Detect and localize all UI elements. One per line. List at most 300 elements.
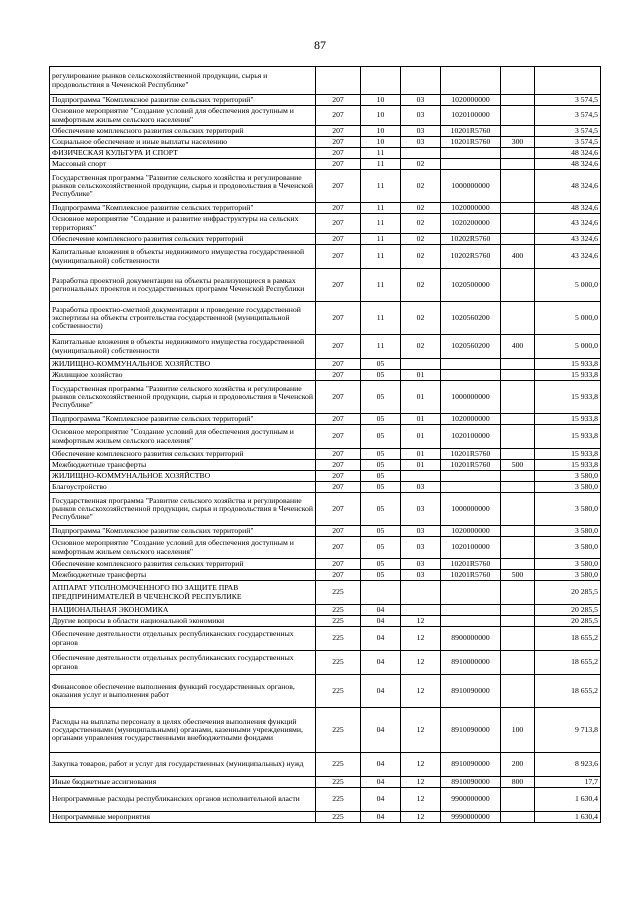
cell-sum: 5 000,0 <box>535 302 601 335</box>
cell-name: Основное мероприятие "Создание условий для обеспечения доступным и комфортным жильем сельского населения" <box>50 425 316 449</box>
cell-pr <box>401 67 441 95</box>
table-row <box>50 559 601 570</box>
cell-name: Расходы на выплаты персоналу в целях обеспечения выполнения функций государственными (муниципальными) органами, казенными учреждениями, органами управления государственными внебюджетными фондами <box>50 708 316 753</box>
cell-name: Капитальные вложения в объекты недвижимого имущества государственной (муниципальной) собственности <box>50 245 316 269</box>
cell-pr: 01 <box>401 381 441 414</box>
cell-pr: 03 <box>401 493 441 526</box>
cell-pr: 02 <box>401 269 441 302</box>
cell-vr <box>501 627 535 651</box>
cell-vr <box>501 302 535 335</box>
cell-name: ЖИЛИЩНО-КОММУНАЛЬНОЕ ХОЗЯЙСТВО <box>50 471 316 482</box>
cell-sum: 3 574,5 <box>535 95 601 106</box>
cell-sum: 1 630,4 <box>535 812 601 823</box>
cell-gr: 207 <box>316 106 361 126</box>
cell-vr: 100 <box>501 708 535 753</box>
cell-cs: 1020200000 <box>441 214 501 234</box>
cell-vr <box>501 370 535 381</box>
cell-sum: 8 923,6 <box>535 753 601 777</box>
cell-vr <box>501 159 535 170</box>
cell-gr: 225 <box>316 627 361 651</box>
cell-pr: 03 <box>401 559 441 570</box>
table-row <box>50 570 601 581</box>
cell-rz: 11 <box>361 245 401 269</box>
cell-name: ФИЗИЧЕСКАЯ КУЛЬТУРА И СПОРТ <box>50 148 316 159</box>
table-row <box>50 203 601 214</box>
cell-gr: 225 <box>316 812 361 823</box>
cell-sum: 15 933,8 <box>535 449 601 460</box>
cell-vr <box>501 234 535 245</box>
cell-name: Государственная программа "Развитие сельского хозяйства и регулирование рынков сельскохозяйственной продукции, сырья и продовольствия в Чеченской Республике" <box>50 493 316 526</box>
cell-pr: 01 <box>401 370 441 381</box>
cell-gr: 207 <box>316 449 361 460</box>
cell-pr: 12 <box>401 708 441 753</box>
cell-pr: 01 <box>401 414 441 425</box>
cell-vr <box>501 170 535 203</box>
cell-gr: 207 <box>316 245 361 269</box>
table-row <box>50 148 601 159</box>
cell-rz: 05 <box>361 414 401 425</box>
cell-gr: 207 <box>316 493 361 526</box>
cell-pr: 12 <box>401 777 441 788</box>
cell-sum: 3 580,0 <box>535 559 601 570</box>
cell-rz: 05 <box>361 537 401 559</box>
cell-name: Подпрограмма "Комплексное развитие сельских территорий" <box>50 95 316 106</box>
cell-name: Подпрограмма "Комплексное развитие сельских территорий" <box>50 414 316 425</box>
cell-name: Основное мероприятие "Создание условий для обеспечения доступным и комфортным жильем сельского населения" <box>50 537 316 559</box>
table-row <box>50 425 601 449</box>
cell-gr: 207 <box>316 269 361 302</box>
cell-rz: 05 <box>361 471 401 482</box>
table-row <box>50 537 601 559</box>
cell-name: Государственная программа "Развитие сельского хозяйства и регулирование рынков сельскохозяйственной продукции, сырья и продовольствия в Чеченской Республике" <box>50 381 316 414</box>
cell-pr: 03 <box>401 106 441 126</box>
cell-vr <box>501 605 535 616</box>
table-row <box>50 708 601 753</box>
cell-rz: 04 <box>361 777 401 788</box>
cell-vr <box>501 359 535 370</box>
table-row <box>50 788 601 812</box>
cell-sum: 20 285,5 <box>535 605 601 616</box>
cell-pr: 01 <box>401 449 441 460</box>
cell-pr: 02 <box>401 214 441 234</box>
cell-name: Благоустройство <box>50 482 316 493</box>
budget-table-body <box>50 67 601 823</box>
cell-cs: 8900000000 <box>441 627 501 651</box>
cell-rz: 05 <box>361 482 401 493</box>
cell-vr <box>501 203 535 214</box>
cell-cs: 1020000000 <box>441 414 501 425</box>
cell-gr: 207 <box>316 359 361 370</box>
cell-vr <box>501 449 535 460</box>
table-row <box>50 335 601 359</box>
cell-gr <box>316 67 361 95</box>
cell-sum: 18 655,2 <box>535 627 601 651</box>
cell-cs: 10201R5760 <box>441 449 501 460</box>
cell-name: Подпрограмма "Комплексное развитие сельских территорий" <box>50 526 316 537</box>
cell-name: Обеспечение комплексного развития сельских территорий <box>50 126 316 137</box>
cell-sum: 18 655,2 <box>535 675 601 708</box>
cell-vr <box>501 537 535 559</box>
cell-vr <box>501 812 535 823</box>
table-row <box>50 581 601 605</box>
cell-rz <box>361 581 401 605</box>
cell-name: Другие вопросы в области национальной экономики <box>50 616 316 627</box>
cell-rz: 10 <box>361 95 401 106</box>
cell-sum: 3 580,0 <box>535 471 601 482</box>
cell-pr <box>401 359 441 370</box>
cell-sum: 15 933,8 <box>535 370 601 381</box>
cell-pr: 02 <box>401 335 441 359</box>
cell-sum: 3 574,5 <box>535 126 601 137</box>
cell-rz: 11 <box>361 302 401 335</box>
cell-gr: 207 <box>316 170 361 203</box>
cell-name: Государственная программа "Развитие сельского хозяйства и регулирование рынков сельскохозяйственной продукции, сырья и продовольствия в Чеченской Республике" <box>50 170 316 203</box>
cell-cs: 10201R5760 <box>441 126 501 137</box>
cell-pr <box>401 605 441 616</box>
table-row <box>50 616 601 627</box>
cell-vr: 400 <box>501 245 535 269</box>
cell-sum: 1 630,4 <box>535 788 601 812</box>
cell-cs <box>441 471 501 482</box>
cell-rz: 04 <box>361 605 401 616</box>
cell-pr: 12 <box>401 627 441 651</box>
cell-rz: 04 <box>361 788 401 812</box>
cell-cs: 1020000000 <box>441 526 501 537</box>
cell-cs: 1020100000 <box>441 425 501 449</box>
table-row <box>50 605 601 616</box>
cell-sum: 48 324,6 <box>535 170 601 203</box>
cell-vr <box>501 106 535 126</box>
cell-pr <box>401 471 441 482</box>
cell-pr: 02 <box>401 302 441 335</box>
cell-rz: 11 <box>361 148 401 159</box>
cell-name: Обеспечение комплексного развития сельских территорий <box>50 234 316 245</box>
cell-name: Непрограммные расходы республиканских органов исполнительной власти <box>50 788 316 812</box>
cell-pr: 12 <box>401 651 441 675</box>
cell-vr: 800 <box>501 777 535 788</box>
cell-rz: 04 <box>361 753 401 777</box>
cell-name: Межбюджетные трансферты <box>50 570 316 581</box>
table-row <box>50 370 601 381</box>
cell-pr: 02 <box>401 234 441 245</box>
cell-cs <box>441 605 501 616</box>
cell-vr <box>501 67 535 95</box>
cell-pr: 03 <box>401 526 441 537</box>
cell-sum: 43 324,6 <box>535 234 601 245</box>
cell-gr: 225 <box>316 675 361 708</box>
cell-rz: 05 <box>361 570 401 581</box>
cell-rz: 04 <box>361 651 401 675</box>
cell-sum: 15 933,8 <box>535 425 601 449</box>
cell-sum: 48 324,6 <box>535 159 601 170</box>
cell-sum: 15 933,8 <box>535 460 601 471</box>
table-row <box>50 214 601 234</box>
cell-name: Обеспечение комплексного развития сельских территорий <box>50 559 316 570</box>
cell-cs <box>441 482 501 493</box>
cell-name: Непрограммные мероприятия <box>50 812 316 823</box>
cell-vr <box>501 214 535 234</box>
cell-sum: 15 933,8 <box>535 414 601 425</box>
cell-cs: 1020000000 <box>441 203 501 214</box>
cell-cs: 1020000000 <box>441 95 501 106</box>
cell-pr: 12 <box>401 812 441 823</box>
cell-gr: 207 <box>316 482 361 493</box>
cell-sum: 15 933,8 <box>535 359 601 370</box>
cell-rz: 05 <box>361 381 401 414</box>
cell-gr: 207 <box>316 302 361 335</box>
table-row <box>50 269 601 302</box>
cell-cs: 10202R5760 <box>441 245 501 269</box>
cell-vr: 300 <box>501 137 535 148</box>
cell-name: регулирование рынков сельскохозяйственной продукции, сырья и продовольствия в Чеченской Республике" <box>50 67 316 95</box>
cell-rz: 11 <box>361 170 401 203</box>
cell-cs: 8910000000 <box>441 651 501 675</box>
cell-gr: 207 <box>316 234 361 245</box>
cell-cs: 8910090000 <box>441 753 501 777</box>
cell-cs: 1000000000 <box>441 170 501 203</box>
table-row <box>50 170 601 203</box>
budget-table <box>49 66 601 823</box>
cell-gr: 207 <box>316 559 361 570</box>
table-row <box>50 245 601 269</box>
cell-sum: 20 285,5 <box>535 616 601 627</box>
cell-pr: 03 <box>401 137 441 148</box>
cell-vr <box>501 425 535 449</box>
cell-rz: 05 <box>361 526 401 537</box>
cell-gr: 207 <box>316 570 361 581</box>
cell-pr: 03 <box>401 570 441 581</box>
cell-name: Основное мероприятие "Создание условий для обеспечения доступным и комфортным жильем сельского населения" <box>50 106 316 126</box>
cell-vr <box>501 559 535 570</box>
cell-rz: 11 <box>361 335 401 359</box>
cell-pr: 03 <box>401 126 441 137</box>
cell-name: НАЦИОНАЛЬНАЯ ЭКОНОМИКА <box>50 605 316 616</box>
cell-gr: 207 <box>316 159 361 170</box>
cell-sum: 48 324,6 <box>535 203 601 214</box>
cell-rz: 11 <box>361 234 401 245</box>
cell-gr: 207 <box>316 137 361 148</box>
cell-gr: 207 <box>316 335 361 359</box>
cell-cs: 1020100000 <box>441 537 501 559</box>
cell-rz: 04 <box>361 675 401 708</box>
table-row <box>50 526 601 537</box>
cell-gr: 225 <box>316 753 361 777</box>
cell-gr: 207 <box>316 148 361 159</box>
table-row <box>50 753 601 777</box>
cell-gr: 207 <box>316 537 361 559</box>
cell-name: Массовый спорт <box>50 159 316 170</box>
cell-pr: 12 <box>401 753 441 777</box>
table-row <box>50 381 601 414</box>
cell-cs <box>441 359 501 370</box>
cell-pr: 12 <box>401 788 441 812</box>
cell-pr: 02 <box>401 245 441 269</box>
cell-name: Финансовое обеспечение выполнения функций государственных органов, оказания услуг и выполнения работ <box>50 675 316 708</box>
table-row <box>50 812 601 823</box>
cell-sum: 3 574,5 <box>535 106 601 126</box>
cell-vr <box>501 148 535 159</box>
table-row <box>50 234 601 245</box>
cell-pr: 01 <box>401 460 441 471</box>
cell-rz: 04 <box>361 616 401 627</box>
cell-name: Социальное обеспечение и иные выплаты населению <box>50 137 316 148</box>
cell-cs: 1020560200 <box>441 302 501 335</box>
cell-vr <box>501 126 535 137</box>
table-row <box>50 106 601 126</box>
cell-gr: 225 <box>316 708 361 753</box>
cell-gr: 207 <box>316 425 361 449</box>
cell-gr: 207 <box>316 526 361 537</box>
table-row <box>50 675 601 708</box>
cell-pr: 01 <box>401 425 441 449</box>
cell-pr: 03 <box>401 482 441 493</box>
cell-gr: 207 <box>316 381 361 414</box>
cell-pr: 12 <box>401 675 441 708</box>
table-row <box>50 359 601 370</box>
table-row <box>50 471 601 482</box>
cell-sum: 3 580,0 <box>535 537 601 559</box>
cell-cs: 8910090000 <box>441 675 501 708</box>
cell-vr <box>501 482 535 493</box>
cell-vr <box>501 616 535 627</box>
cell-rz: 05 <box>361 449 401 460</box>
cell-vr <box>501 381 535 414</box>
cell-sum: 17,7 <box>535 777 601 788</box>
cell-cs <box>441 581 501 605</box>
cell-name: Разработка проектно-сметной документации и проведение государственной экспертизы на объекты строительства государственной (муниципальной собственности) <box>50 302 316 335</box>
cell-name: Основное мероприятие "Создание и развитие инфраструктуры на сельских территориях" <box>50 214 316 234</box>
cell-vr <box>501 471 535 482</box>
table-row <box>50 777 601 788</box>
cell-sum: 3 580,0 <box>535 526 601 537</box>
cell-pr: 02 <box>401 170 441 203</box>
cell-rz: 10 <box>361 137 401 148</box>
cell-sum: 18 655,2 <box>535 651 601 675</box>
cell-sum <box>535 67 601 95</box>
cell-vr: 400 <box>501 335 535 359</box>
cell-name: Межбюджетные трансферты <box>50 460 316 471</box>
table-row <box>50 493 601 526</box>
table-row <box>50 449 601 460</box>
cell-sum: 20 285,5 <box>535 581 601 605</box>
cell-vr <box>501 414 535 425</box>
cell-cs: 1000000000 <box>441 493 501 526</box>
cell-rz: 05 <box>361 493 401 526</box>
cell-rz: 05 <box>361 359 401 370</box>
table-row <box>50 651 601 675</box>
cell-cs <box>441 159 501 170</box>
cell-vr <box>501 526 535 537</box>
cell-name: Обеспечение комплексного развития сельских территорий <box>50 449 316 460</box>
cell-gr: 207 <box>316 126 361 137</box>
cell-gr: 225 <box>316 788 361 812</box>
cell-sum: 3 580,0 <box>535 493 601 526</box>
cell-rz: 11 <box>361 159 401 170</box>
cell-vr <box>501 95 535 106</box>
cell-rz: 05 <box>361 425 401 449</box>
cell-name: Обеспечение деятельности отдельных республиканских государственных органов <box>50 651 316 675</box>
cell-rz: 04 <box>361 708 401 753</box>
cell-cs <box>441 616 501 627</box>
cell-sum: 9 713,8 <box>535 708 601 753</box>
cell-name: АППАРАТ УПОЛНОМОЧЕННОГО ПО ЗАЩИТЕ ПРАВ ПРЕДПРИНИМАТЕЛЕЙ В ЧЕЧЕНСКОЙ РЕСПУБЛИКЕ <box>50 581 316 605</box>
cell-cs <box>441 370 501 381</box>
cell-sum: 48 324,6 <box>535 148 601 159</box>
cell-sum: 43 324,6 <box>535 245 601 269</box>
table-row <box>50 460 601 471</box>
cell-rz: 04 <box>361 627 401 651</box>
cell-gr: 207 <box>316 95 361 106</box>
table-row <box>50 95 601 106</box>
cell-cs: 10201R5760 <box>441 559 501 570</box>
table-row <box>50 302 601 335</box>
cell-name: Закупка товаров, работ и услуг для государственных (муниципальных) нужд <box>50 753 316 777</box>
table-row <box>50 67 601 95</box>
cell-rz: 11 <box>361 214 401 234</box>
cell-sum: 3 580,0 <box>535 482 601 493</box>
table-row <box>50 126 601 137</box>
cell-cs: 9990000000 <box>441 812 501 823</box>
cell-pr: 03 <box>401 95 441 106</box>
cell-rz: 11 <box>361 203 401 214</box>
cell-pr: 02 <box>401 159 441 170</box>
cell-vr <box>501 493 535 526</box>
cell-vr: 200 <box>501 753 535 777</box>
cell-cs: 8910090000 <box>441 777 501 788</box>
cell-name: Разработка проектной документации на объекты реализующиеся в рамках региональных проектов и государственных программ Чеченской Республики <box>50 269 316 302</box>
table-row <box>50 482 601 493</box>
cell-sum: 3 580,0 <box>535 570 601 581</box>
cell-cs <box>441 67 501 95</box>
cell-vr <box>501 788 535 812</box>
cell-pr: 12 <box>401 616 441 627</box>
cell-rz: 05 <box>361 559 401 570</box>
page-number: 87 <box>314 38 326 52</box>
cell-sum: 5 000,0 <box>535 269 601 302</box>
cell-gr: 207 <box>316 460 361 471</box>
cell-cs: 1020560200 <box>441 335 501 359</box>
cell-vr <box>501 675 535 708</box>
cell-sum: 5 000,0 <box>535 335 601 359</box>
cell-cs: 10201R5760 <box>441 137 501 148</box>
cell-cs: 1000000000 <box>441 381 501 414</box>
cell-pr <box>401 148 441 159</box>
cell-gr: 225 <box>316 581 361 605</box>
cell-cs: 10202R5760 <box>441 234 501 245</box>
cell-vr <box>501 581 535 605</box>
cell-cs: 1020100000 <box>441 106 501 126</box>
cell-pr: 02 <box>401 203 441 214</box>
cell-rz: 11 <box>361 269 401 302</box>
cell-name: Обеспечение деятельности отдельных республиканских государственных органов <box>50 627 316 651</box>
cell-rz: 10 <box>361 126 401 137</box>
cell-vr <box>501 269 535 302</box>
cell-sum: 15 933,8 <box>535 381 601 414</box>
cell-cs: 8910090000 <box>441 708 501 753</box>
cell-gr: 207 <box>316 414 361 425</box>
cell-gr: 225 <box>316 651 361 675</box>
table-row <box>50 414 601 425</box>
table-row <box>50 137 601 148</box>
cell-vr: 500 <box>501 570 535 581</box>
cell-rz: 05 <box>361 460 401 471</box>
cell-cs <box>441 148 501 159</box>
cell-gr: 207 <box>316 471 361 482</box>
cell-pr <box>401 581 441 605</box>
cell-cs: 10201R5760 <box>441 570 501 581</box>
cell-cs: 1020500000 <box>441 269 501 302</box>
cell-name: Подпрограмма "Комплексное развитие сельских территорий" <box>50 203 316 214</box>
